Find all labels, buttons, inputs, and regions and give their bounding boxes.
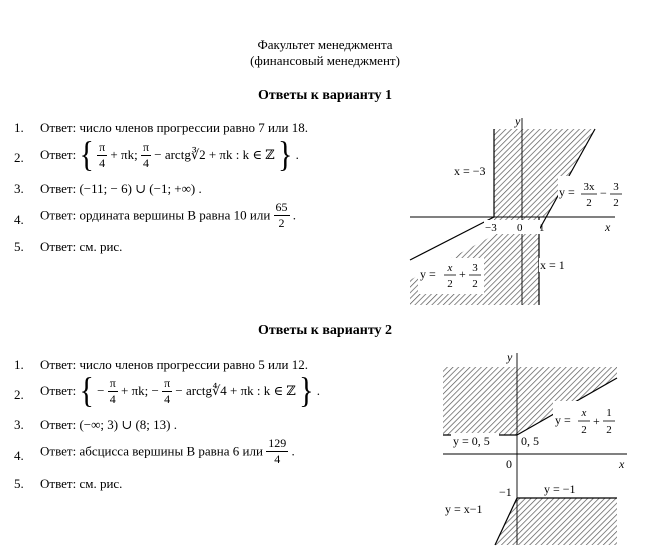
v2-label-slope bbox=[553, 401, 617, 439]
v1-item2-frac1: $\frac{\pi}{4}$ bbox=[99, 139, 106, 170]
v2-label-y-05: y = 0, 5 bbox=[453, 434, 490, 448]
left-brace-icon: { bbox=[79, 134, 94, 175]
v1-label-line-left bbox=[418, 258, 484, 294]
v1-lr-f2-den: 2 bbox=[613, 197, 619, 209]
v2-axis-y-label: y bbox=[507, 350, 513, 364]
v1-lr-minus: − bbox=[600, 186, 607, 200]
v2-item2-answer bbox=[40, 370, 321, 411]
v2-l-f2-num: 1 bbox=[606, 407, 612, 419]
right-brace-icon: } bbox=[299, 370, 314, 411]
v2-l-plus: + bbox=[593, 414, 600, 428]
v1-lr-f1-den: 2 bbox=[586, 197, 592, 209]
variant2-title: Ответы к варианту 2 bbox=[257, 323, 393, 338]
v2-item4-answer bbox=[40, 436, 295, 467]
v1-item2-end: . bbox=[295, 147, 299, 162]
v2-graph bbox=[435, 345, 635, 550]
v2-item2-frac1: $\frac{\pi}{4}$ bbox=[109, 375, 116, 406]
v1-ll-f1-den: 2 bbox=[447, 278, 453, 290]
v1-label-x-eq-1: x = 1 bbox=[540, 258, 565, 272]
v2-item4-num: 4. bbox=[14, 448, 24, 463]
v2-tick-0: 0 bbox=[506, 457, 512, 471]
v2-l-y-eq: y = bbox=[555, 413, 571, 427]
v2-tick-neg1: −1 bbox=[499, 485, 512, 499]
v2-item2-end: . bbox=[316, 383, 321, 398]
v1-ll-f2-num: 3 bbox=[472, 262, 478, 274]
v1-axis-x-label: x bbox=[605, 220, 611, 234]
v2-axis-x-label: x bbox=[619, 457, 625, 471]
v1-lr-f2-num: 3 bbox=[613, 181, 619, 193]
variant1-title: Ответы к варианту 1 bbox=[257, 88, 393, 103]
v2-item4-end: . bbox=[291, 443, 295, 459]
v1-ll-f2-den: 2 bbox=[472, 278, 478, 290]
v2-label-y-neg1: y = −1 bbox=[544, 482, 576, 496]
v2-item1-num: 1. bbox=[14, 357, 24, 372]
v2-item2-prefix: Ответ: bbox=[40, 383, 77, 398]
v1-item2-term1: + πk; bbox=[110, 147, 138, 162]
v1-lr-f1-num: 3x bbox=[583, 181, 595, 193]
v1-item5-num: 5. bbox=[14, 239, 24, 254]
v2-item1-text: Ответ: число членов прогрессии равно 5 или 12. bbox=[40, 357, 308, 372]
v2-item5-text: Ответ: см. рис. bbox=[40, 476, 123, 491]
v1-ll-plus: + bbox=[459, 267, 466, 281]
v1-item2-term2: − arctg∛2 + πk : k ∈ ℤ bbox=[154, 147, 275, 162]
v1-item2-answer bbox=[40, 134, 299, 175]
v1-item4-num: 4. bbox=[14, 212, 24, 227]
v1-ll-f1-num: x bbox=[447, 262, 453, 274]
v1-tick-1: 1 bbox=[539, 222, 545, 234]
v1-item4-frac: $\frac{65}{2}$ bbox=[275, 200, 288, 230]
v1-item1-num: 1. bbox=[14, 120, 24, 135]
v2-label-y-x-minus1: y = x−1 bbox=[445, 502, 483, 516]
v2-item4-frac: $\frac{129}{4}$ bbox=[268, 436, 287, 466]
v2-l-f1-den: 2 bbox=[581, 424, 587, 436]
v1-ll-y-eq: y = bbox=[420, 267, 436, 281]
v2-item5-num: 5. bbox=[14, 476, 24, 491]
v1-tick-0: 0 bbox=[517, 222, 523, 234]
v2-tick-05: 0, 5 bbox=[521, 434, 539, 448]
v1-item5-text: Ответ: см. рис. bbox=[40, 239, 123, 254]
v1-item3-text: Ответ: (−11; − 6) ∪ (−1; +∞) . bbox=[40, 181, 202, 196]
v2-item4-text: Ответ: абсцисса вершины B равна 6 или bbox=[40, 443, 263, 459]
v1-label-x-neg3: x = −3 bbox=[454, 164, 486, 178]
v1-item2-prefix: Ответ: bbox=[40, 147, 77, 162]
v1-item4-text: Ответ: ордината вершины B равна 10 или bbox=[40, 207, 271, 223]
v1-item4-answer bbox=[40, 200, 296, 231]
v1-lr-y-eq: y = bbox=[559, 185, 575, 199]
v1-item3-num: 3. bbox=[14, 181, 24, 196]
v1-item4-end: . bbox=[292, 207, 297, 223]
v1-graph bbox=[400, 110, 630, 310]
v1-label-line-right bbox=[558, 176, 628, 212]
v1-tick-neg3: −3 bbox=[485, 222, 497, 234]
v2-item2-sign: − bbox=[97, 383, 105, 398]
left-brace-icon: { bbox=[79, 370, 94, 411]
faculty-title: Факультет менеджмента bbox=[257, 37, 393, 52]
v1-item2-frac2: $\frac{\pi}{4}$ bbox=[142, 139, 149, 170]
v2-item2-term2: − arctg∜4 + πk : k ∈ ℤ bbox=[175, 383, 296, 398]
v2-item3-text: Ответ: (−∞; 3) ∪ (8; 13) . bbox=[40, 417, 177, 432]
v2-l-f1-num: x bbox=[581, 407, 587, 419]
v1-axis-y-label: y bbox=[515, 114, 521, 128]
v2-l-f2-den: 2 bbox=[606, 424, 612, 436]
v2-item2-frac2: $\frac{\pi}{4}$ bbox=[164, 375, 171, 406]
v2-item2-num: 2. bbox=[14, 387, 24, 402]
v1-item1-text: Ответ: число членов прогрессии равно 7 или 18. bbox=[40, 120, 308, 135]
v2-item3-num: 3. bbox=[14, 417, 24, 432]
v1-item2-num: 2. bbox=[14, 150, 24, 165]
right-brace-icon: } bbox=[277, 134, 293, 175]
faculty-subtitle: (финансовый менеджмент) bbox=[250, 53, 400, 68]
v2-item2-term1: + πk; − bbox=[121, 383, 159, 398]
